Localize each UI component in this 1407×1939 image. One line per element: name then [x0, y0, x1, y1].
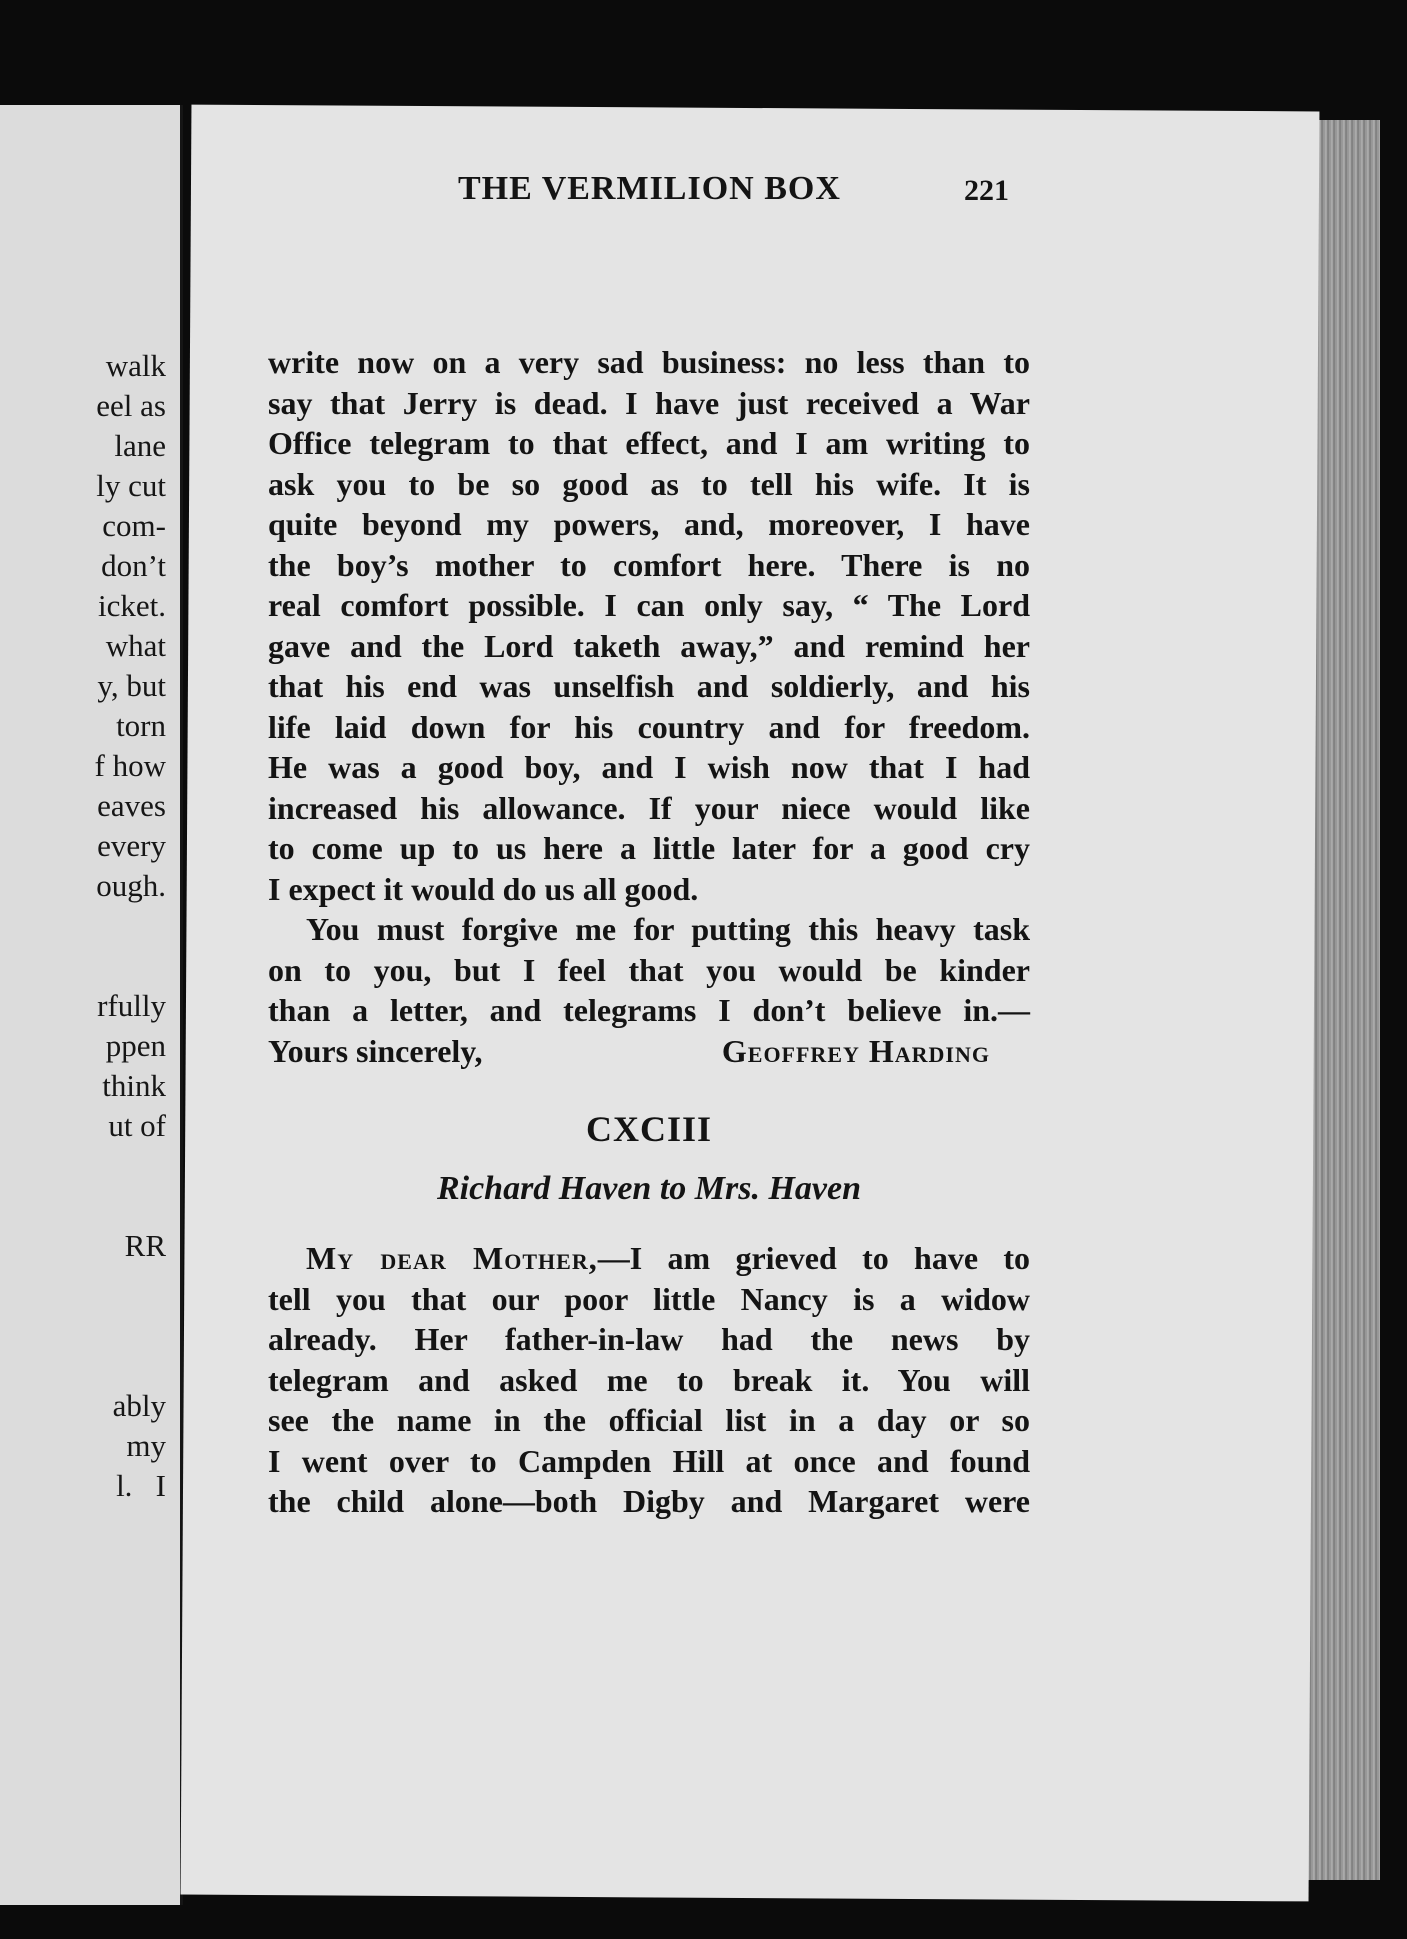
left-page-line: l. I	[116, 1468, 166, 1503]
text-line: than a letter, and telegrams I don’t believe in.—	[268, 992, 1030, 1028]
section-number: CXCIII	[585, 1109, 713, 1149]
text-line: write now on a very sad business: no less than to	[268, 344, 1030, 380]
left-page-line: com-	[102, 508, 166, 543]
running-title: THE VERMILION BOX	[458, 170, 841, 207]
closing: Yours sincerely,	[268, 1032, 483, 1069]
section-heading: Richard Haven to Mrs. Haven	[436, 1170, 862, 1207]
text-line: I went over to Campden Hill at once and found	[268, 1442, 1030, 1479]
running-header	[268, 170, 1028, 210]
text-line: on to you, but I feel that you would be kinder	[268, 951, 1030, 988]
left-page-line: eaves	[97, 788, 166, 823]
left-page-line: lane	[114, 428, 166, 463]
text-line: the child alone—both Digby and Margaret were	[268, 1483, 1030, 1519]
left-page-line: my	[126, 1428, 166, 1463]
text-line: life laid down for his country and for freedom.	[268, 708, 1030, 745]
page-number: 221	[964, 174, 1009, 207]
text-line: tell you that our poor little Nancy is a widow	[268, 1280, 1030, 1317]
left-page-line: torn	[116, 708, 166, 743]
left-page-line: icket.	[98, 588, 166, 623]
text-line: see the name in the official list in a day or so	[268, 1402, 1030, 1438]
text-line: telegram and asked me to break it. You will	[268, 1361, 1030, 1398]
signoff-line	[268, 1031, 1030, 1072]
left-page-line: ut of	[108, 1108, 166, 1143]
text-line: real comfort possible. I can only say, “ The Lord	[268, 587, 1030, 623]
left-page-line: ough.	[96, 868, 166, 903]
left-page-line: walk	[105, 348, 166, 383]
text-line: I expect it would do us all good.	[268, 870, 699, 907]
left-page-line: y, but	[97, 668, 166, 703]
left-page-line: don’t	[101, 548, 166, 583]
text-line: say that Jerry is dead. I have just received a War	[268, 384, 1030, 421]
left-page-fragment	[0, 105, 183, 1905]
left-page-line: ppen	[105, 1028, 166, 1063]
left-page-line: think	[102, 1068, 166, 1103]
signature: Geoffrey Harding	[721, 1032, 990, 1069]
text-line: Office telegram to that effect, and I am writing to	[268, 425, 1030, 461]
text-line: increased his allowance. If your niece would like	[268, 789, 1030, 826]
text-line: He was a good boy, and I wish now that I had	[268, 749, 1030, 785]
left-page-line: eel as	[96, 388, 166, 423]
salutation: My dear Mother,	[306, 1240, 598, 1276]
text-line: that his end was unselfish and soldierly, and his	[268, 668, 1030, 704]
text-line: already. Her father-in-law had the news by	[268, 1321, 1030, 1357]
text-line: ask you to be so good as to tell his wife. It is	[268, 465, 1030, 502]
left-page-line: RR	[124, 1228, 166, 1263]
text-line: quite beyond my powers, and, moreover, I have	[268, 506, 1030, 542]
text-line: the boy’s mother to comfort here. There is no	[268, 546, 1030, 583]
left-page-line: ly cut	[96, 468, 166, 503]
letter-body-2	[268, 1238, 1030, 1522]
text-line: You must forgive me for putting this heavy task	[306, 911, 1030, 947]
left-page-line: f how	[94, 748, 166, 783]
text-line	[268, 1238, 1030, 1279]
left-page-line: rfully	[97, 988, 166, 1023]
text-line: to come up to us here a little later for a good cry	[268, 830, 1030, 866]
text-line: gave and the Lord taketh away,” and remind her	[268, 627, 1030, 664]
first-line-rest: —I am grieved to have to	[597, 1240, 1030, 1276]
left-page-line: ably	[112, 1388, 166, 1423]
letter-body	[268, 342, 1030, 1071]
left-page-line: what	[105, 628, 166, 663]
left-page-line: every	[97, 828, 166, 863]
